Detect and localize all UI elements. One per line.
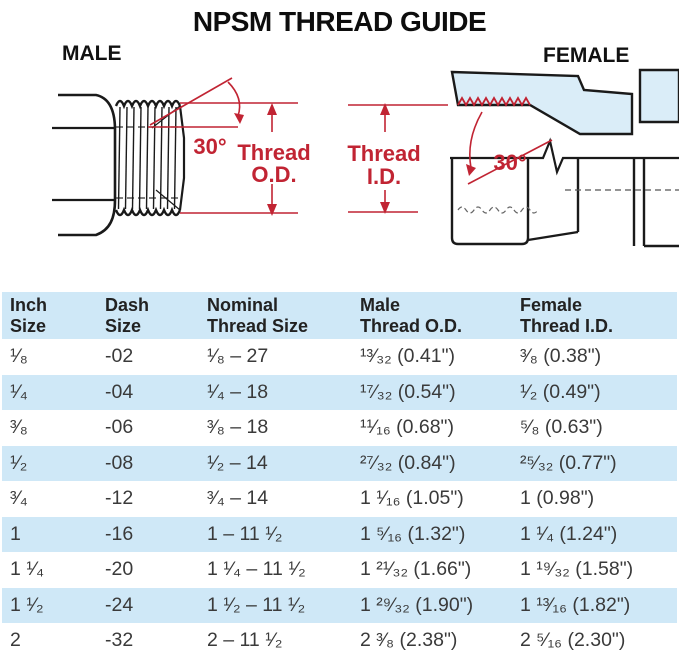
table-row (2, 375, 677, 411)
table-row (2, 552, 677, 588)
cell-inch-size: ¹⁄₂ (10, 451, 28, 474)
male-hex-body (58, 95, 115, 235)
cell-nominal-thread-size: 1 ¹⁄₄ – 11 ¹⁄₂ (207, 558, 306, 581)
male-thread-crests-bottom (116, 210, 180, 215)
cell-male-thread-od: 1 ¹⁄₁₆ (1.05") (360, 487, 464, 510)
column-header-inch-size: Inch Size (10, 294, 48, 336)
cell-male-thread-od: ²⁷⁄₃₂ (0.84") (360, 451, 456, 474)
table-row (2, 339, 677, 375)
cell-male-thread-od: 1 ⁵⁄₁₆ (1.32") (360, 522, 466, 545)
hidden-thread-squiggle (458, 207, 538, 213)
cell-female-thread-id: ⁵⁄₈ (0.63") (520, 416, 603, 439)
cell-male-thread-od: ¹¹⁄₁₆ (0.68") (360, 416, 454, 439)
cell-inch-size: ¹⁄₄ (10, 380, 28, 403)
table-row (2, 446, 677, 482)
table-row (2, 588, 677, 624)
cell-male-thread-od: 1 ²¹⁄₃₂ (1.66") (360, 558, 472, 581)
female-thread-diagram (340, 62, 679, 268)
table-body (2, 339, 677, 659)
table-row (2, 517, 677, 553)
table-row (2, 623, 677, 659)
cell-dash-size: -24 (105, 593, 134, 616)
cell-female-thread-id: 1 ¹³⁄₁₆ (1.82") (520, 593, 631, 616)
cell-dash-size: -16 (105, 522, 134, 545)
cell-dash-size: -04 (105, 380, 134, 403)
column-header-female-thread-id: Female Thread I.D. (520, 294, 614, 336)
cell-dash-size: -12 (105, 487, 134, 510)
column-header-nominal-thread-size: Nominal Thread Size (207, 294, 309, 336)
male-dim-label-line1: Thread (237, 140, 311, 165)
thread-size-table (2, 292, 677, 659)
female-angle-label: 30° (493, 150, 527, 175)
cell-male-thread-od: ¹³⁄₃₂ (0.41") (360, 345, 456, 368)
cell-inch-size: ³⁄₈ (10, 416, 28, 439)
female-fitting-drawing (340, 62, 679, 268)
cell-female-thread-id: ²⁵⁄₃₂ (0.77") (520, 451, 617, 474)
cell-male-thread-od: 1 ²⁹⁄₃₂ (1.90") (360, 593, 474, 616)
cell-female-thread-id: 1 ¹⁹⁄₃₂ (1.58") (520, 558, 634, 581)
cell-dash-size: -06 (105, 416, 134, 439)
cell-inch-size: 2 (10, 629, 21, 652)
cell-inch-size: 1 (10, 522, 21, 545)
cell-nominal-thread-size: ¹⁄₂ – 14 (207, 451, 268, 474)
cell-dash-size: -32 (105, 629, 134, 652)
male-thread-crests-top (116, 101, 180, 106)
cell-nominal-thread-size: ¹⁄₄ – 18 (207, 380, 269, 403)
cell-inch-size: ¹⁄₈ (10, 345, 28, 368)
male-thread-diagram (50, 68, 340, 270)
column-header-dash-size: Dash Size (105, 294, 150, 336)
cell-inch-size: ³⁄₄ (10, 487, 28, 510)
female-nut-section (452, 72, 632, 134)
female-diagram-label: FEMALE (543, 44, 630, 67)
cell-female-thread-id: ³⁄₈ (0.38") (520, 345, 602, 368)
male-dim-label-line2: O.D. (251, 162, 297, 187)
cell-nominal-thread-size: ¹⁄₈ – 27 (207, 345, 269, 368)
cell-nominal-thread-size: ³⁄₄ – 14 (207, 487, 269, 510)
male-thread-flanks (119, 107, 177, 209)
table-row (2, 481, 677, 517)
cell-dash-size: -20 (105, 558, 134, 581)
cell-nominal-thread-size: 1 – 11 ¹⁄₂ (207, 522, 283, 545)
cell-female-thread-id: 2 ⁵⁄₁₆ (2.30") (520, 629, 626, 652)
cell-nominal-thread-size: 1 ¹⁄₂ – 11 ¹⁄₂ (207, 593, 306, 616)
cell-male-thread-od: ¹⁷⁄₃₂ (0.54") (360, 380, 456, 403)
page-title: NPSM THREAD GUIDE (192, 6, 487, 37)
cell-nominal-thread-size: ³⁄₈ – 18 (207, 416, 269, 439)
cell-nominal-thread-size: 2 – 11 ¹⁄₂ (207, 629, 283, 652)
table-header (2, 292, 677, 339)
cell-male-thread-od: 2 ³⁄₈ (2.38") (360, 629, 458, 652)
male-fitting-drawing (50, 68, 340, 270)
cell-dash-size: -02 (105, 345, 134, 368)
table-row (2, 410, 677, 446)
cell-inch-size: 1 ¹⁄₂ (10, 593, 44, 616)
cell-female-thread-id: 1 ¹⁄₄ (1.24") (520, 522, 618, 545)
female-tube-section (640, 70, 679, 122)
male-angle-label: 30° (193, 134, 227, 159)
cell-female-thread-id: ¹⁄₂ (0.49") (520, 380, 601, 403)
column-header-male-thread-od: Male Thread O.D. (360, 294, 463, 336)
cell-female-thread-id: 1 (0.98") (520, 487, 595, 510)
male-diagram-label: MALE (62, 42, 122, 65)
cell-inch-size: 1 ¹⁄₄ (10, 558, 44, 581)
cell-dash-size: -08 (105, 451, 134, 474)
female-dim-label-line2: I.D. (366, 164, 402, 189)
female-dim-label-line1: Thread (347, 141, 421, 166)
